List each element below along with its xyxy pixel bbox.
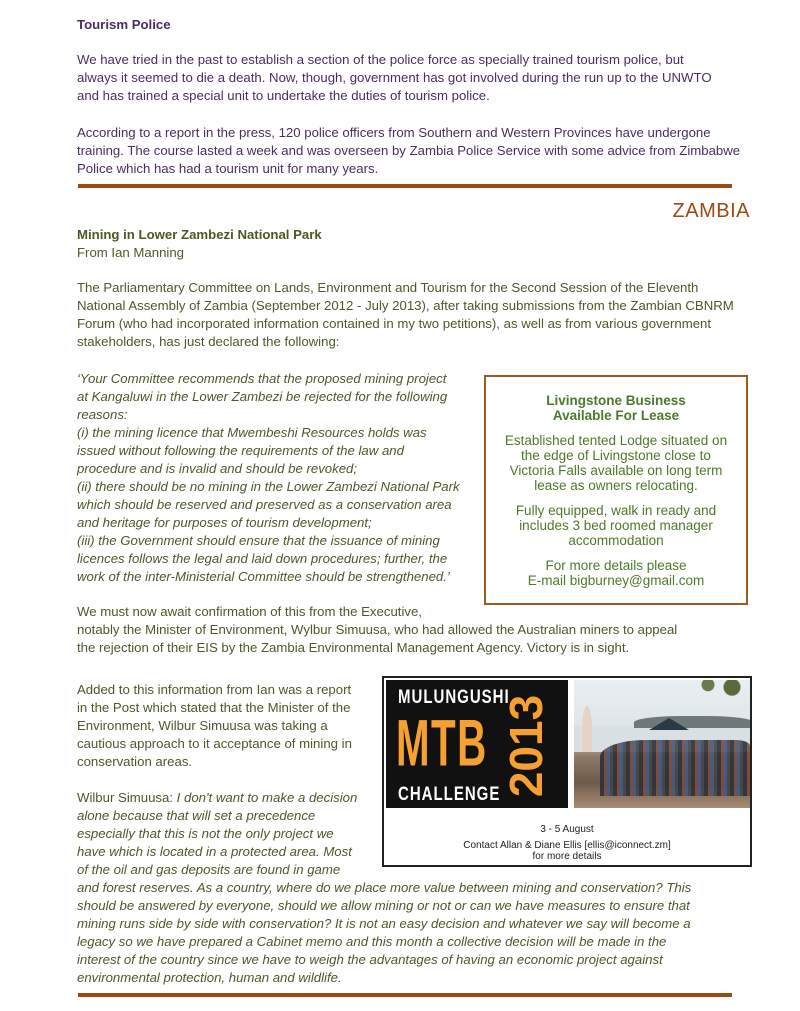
quote-line: (ii) there should be no mining in the Lower Zambezi National Park	[77, 479, 460, 494]
quote-line: reasons:	[77, 407, 128, 422]
mtb-contact	[384, 840, 750, 862]
ad-features	[486, 503, 746, 548]
text-line: interest of the country since we have to weigh the advantages of having an economic project against	[77, 952, 663, 967]
ad-line: lease as owners relocating.	[534, 478, 698, 493]
text-line: We must now await confirmation of this from the Executive,	[77, 604, 422, 619]
text-line: should be answered by everyone, should we allow mining or not or can we have measures to ensure that	[77, 898, 690, 913]
text-line: of the oil and gas deposits are found in game	[77, 862, 341, 877]
mtb-logo-panel	[386, 680, 568, 808]
section-divider-bottom	[78, 993, 732, 997]
quote-line: licences follows the legal and laid down procedures; further, the	[77, 551, 448, 566]
tourism-police-paragraph-1: We have tried in the past to establish a section of the police force as specially trained tourism police, but always it seemed to die a death. Now, though, government has got involved during the run up to the UNWTO and has trained a special unit to undertake the duties of tourism police.	[77, 52, 712, 103]
ad-description	[486, 433, 746, 493]
text-line: notably the Minister of Environment, Wylbur Simuusa, who had allowed the Australian miners to appeal	[77, 622, 678, 637]
quote-line: at Kangaluwi in the Lower Zambezi be rejected for the following	[77, 389, 448, 404]
quote-line: and heritage for purposes of tourism development;	[77, 515, 372, 530]
quote-line: (iii) the Government should ensure that the issuance of mining	[77, 533, 440, 548]
text-line: in the Post which stated that the Minister of the	[77, 700, 351, 715]
photo-tree	[690, 680, 750, 704]
ad-line: Fully equipped, walk in ready and	[515, 503, 717, 518]
mining-intro: The Parliamentary Committee on Lands, Environment and Tourism for the Second Session of the Eleventh National Assembly of Zambia (September 2012 - July 2013), after taking submissions from the Zambian CBNRM Forum (who had incorporated information contained in my two petitions), as well as from various government stakeholders, has just declared the following:	[77, 280, 734, 349]
mtb-contact-line: Contact Allan & Diane Ellis [ellis@iconnect.zm]	[463, 840, 671, 851]
photo-banner-flag	[582, 706, 592, 752]
post-report-paragraph	[77, 681, 377, 771]
ad-title	[486, 393, 746, 423]
ad-line: accommodation	[568, 533, 664, 548]
quote-line: procedure and is invalid and should be revoked;	[77, 461, 358, 476]
photo-cyclists-crowd	[600, 740, 750, 796]
text-line	[77, 789, 377, 807]
quote-line: issued without following the requirements of the law and	[77, 443, 404, 458]
committee-quote	[77, 370, 477, 586]
livingstone-lease-ad	[484, 375, 748, 605]
text-line: have which is located in a protected area. Most	[77, 844, 352, 859]
text-line: legacy so we have prepared a Cabinet memo and this month a collective decision will be made in the	[77, 934, 667, 949]
section-divider-top	[78, 184, 732, 188]
ad-line: Victoria Falls available on long term	[509, 463, 723, 478]
quote-line: which should be reserved and preserved as a conservation area	[77, 497, 452, 512]
mining-heading: Mining in Lower Zambezi National Park	[77, 227, 322, 242]
text-line: conservation areas.	[77, 754, 193, 769]
mtb-logo-main: MTB	[396, 705, 488, 780]
quote-line: (i) the mining licence that Mwembeshi Resources holds was	[77, 425, 427, 440]
mtb-logo-top: MULUNGUSHI	[398, 686, 510, 709]
text-line: and forest reserves. As a country, where do we place more value between mining and conservation? This	[77, 880, 692, 895]
cyclists-photo	[574, 680, 750, 808]
mtb-logo-year: 2013	[500, 694, 552, 798]
text-line: the rejection of their EIS by the Zambia Environmental Management Agency. Victory is in sight.	[77, 640, 630, 655]
quote-line: work of the inter-Ministerial Committee should be strengthened.’	[77, 569, 450, 584]
ad-line: the edge of Livingstone close to	[521, 448, 711, 463]
mtb-challenge-ad	[382, 676, 752, 867]
mtb-contact-line: for more details	[532, 851, 602, 862]
mining-byline: From Ian Manning	[77, 245, 185, 260]
text-line: alone because that will set a precedence	[77, 808, 316, 823]
text-line: Added to this information from Ian was a report	[77, 682, 352, 697]
ad-line: For more details please	[545, 558, 687, 573]
minister-quote-wide	[77, 879, 767, 987]
ad-title-line: Livingstone Business	[546, 393, 686, 408]
await-confirmation-paragraph	[77, 603, 757, 657]
mtb-logo-bottom: CHALLENGE	[398, 783, 501, 806]
tourism-police-heading: Tourism Police	[77, 17, 171, 32]
ad-email[interactable]: E-mail bigburney@gmail.com	[527, 573, 705, 588]
ad-contact	[486, 558, 746, 588]
minister-quote-narrow	[77, 789, 377, 879]
ad-line: Established tented Lodge situated on	[504, 433, 728, 448]
ad-line: includes 3 bed roomed manager	[519, 518, 713, 533]
speaker-name: Wilbur Simuusa:	[77, 790, 177, 805]
tourism-police-paragraph-2: According to a report in the press, 120 police officers from Southern and Western Provinces have undergone training. The course lasted a week and was overseen by Zambia Police Service with some advice from Zimbabwe Police which has had a tourism unit for many years.	[77, 125, 741, 176]
speech-text: I don't want to make a decision	[176, 790, 358, 805]
text-line: environmental protection, human and wildlife.	[77, 970, 342, 985]
country-label: ZAMBIA	[672, 200, 750, 222]
text-line: cautious approach to it acceptance of mining in	[77, 736, 352, 751]
quote-line: ‘Your Committee recommends that the proposed mining project	[77, 371, 447, 386]
text-line: especially that this is not the only project we	[77, 826, 334, 841]
text-line: Environment, Wilbur Simuusa was taking a	[77, 718, 328, 733]
mtb-event-date: 3 - 5 August	[540, 824, 594, 835]
ad-title-line: Available For Lease	[552, 408, 680, 423]
text-line: mining runs side by side with conservation? It is not an easy decision and whatever we say will become a	[77, 916, 691, 931]
